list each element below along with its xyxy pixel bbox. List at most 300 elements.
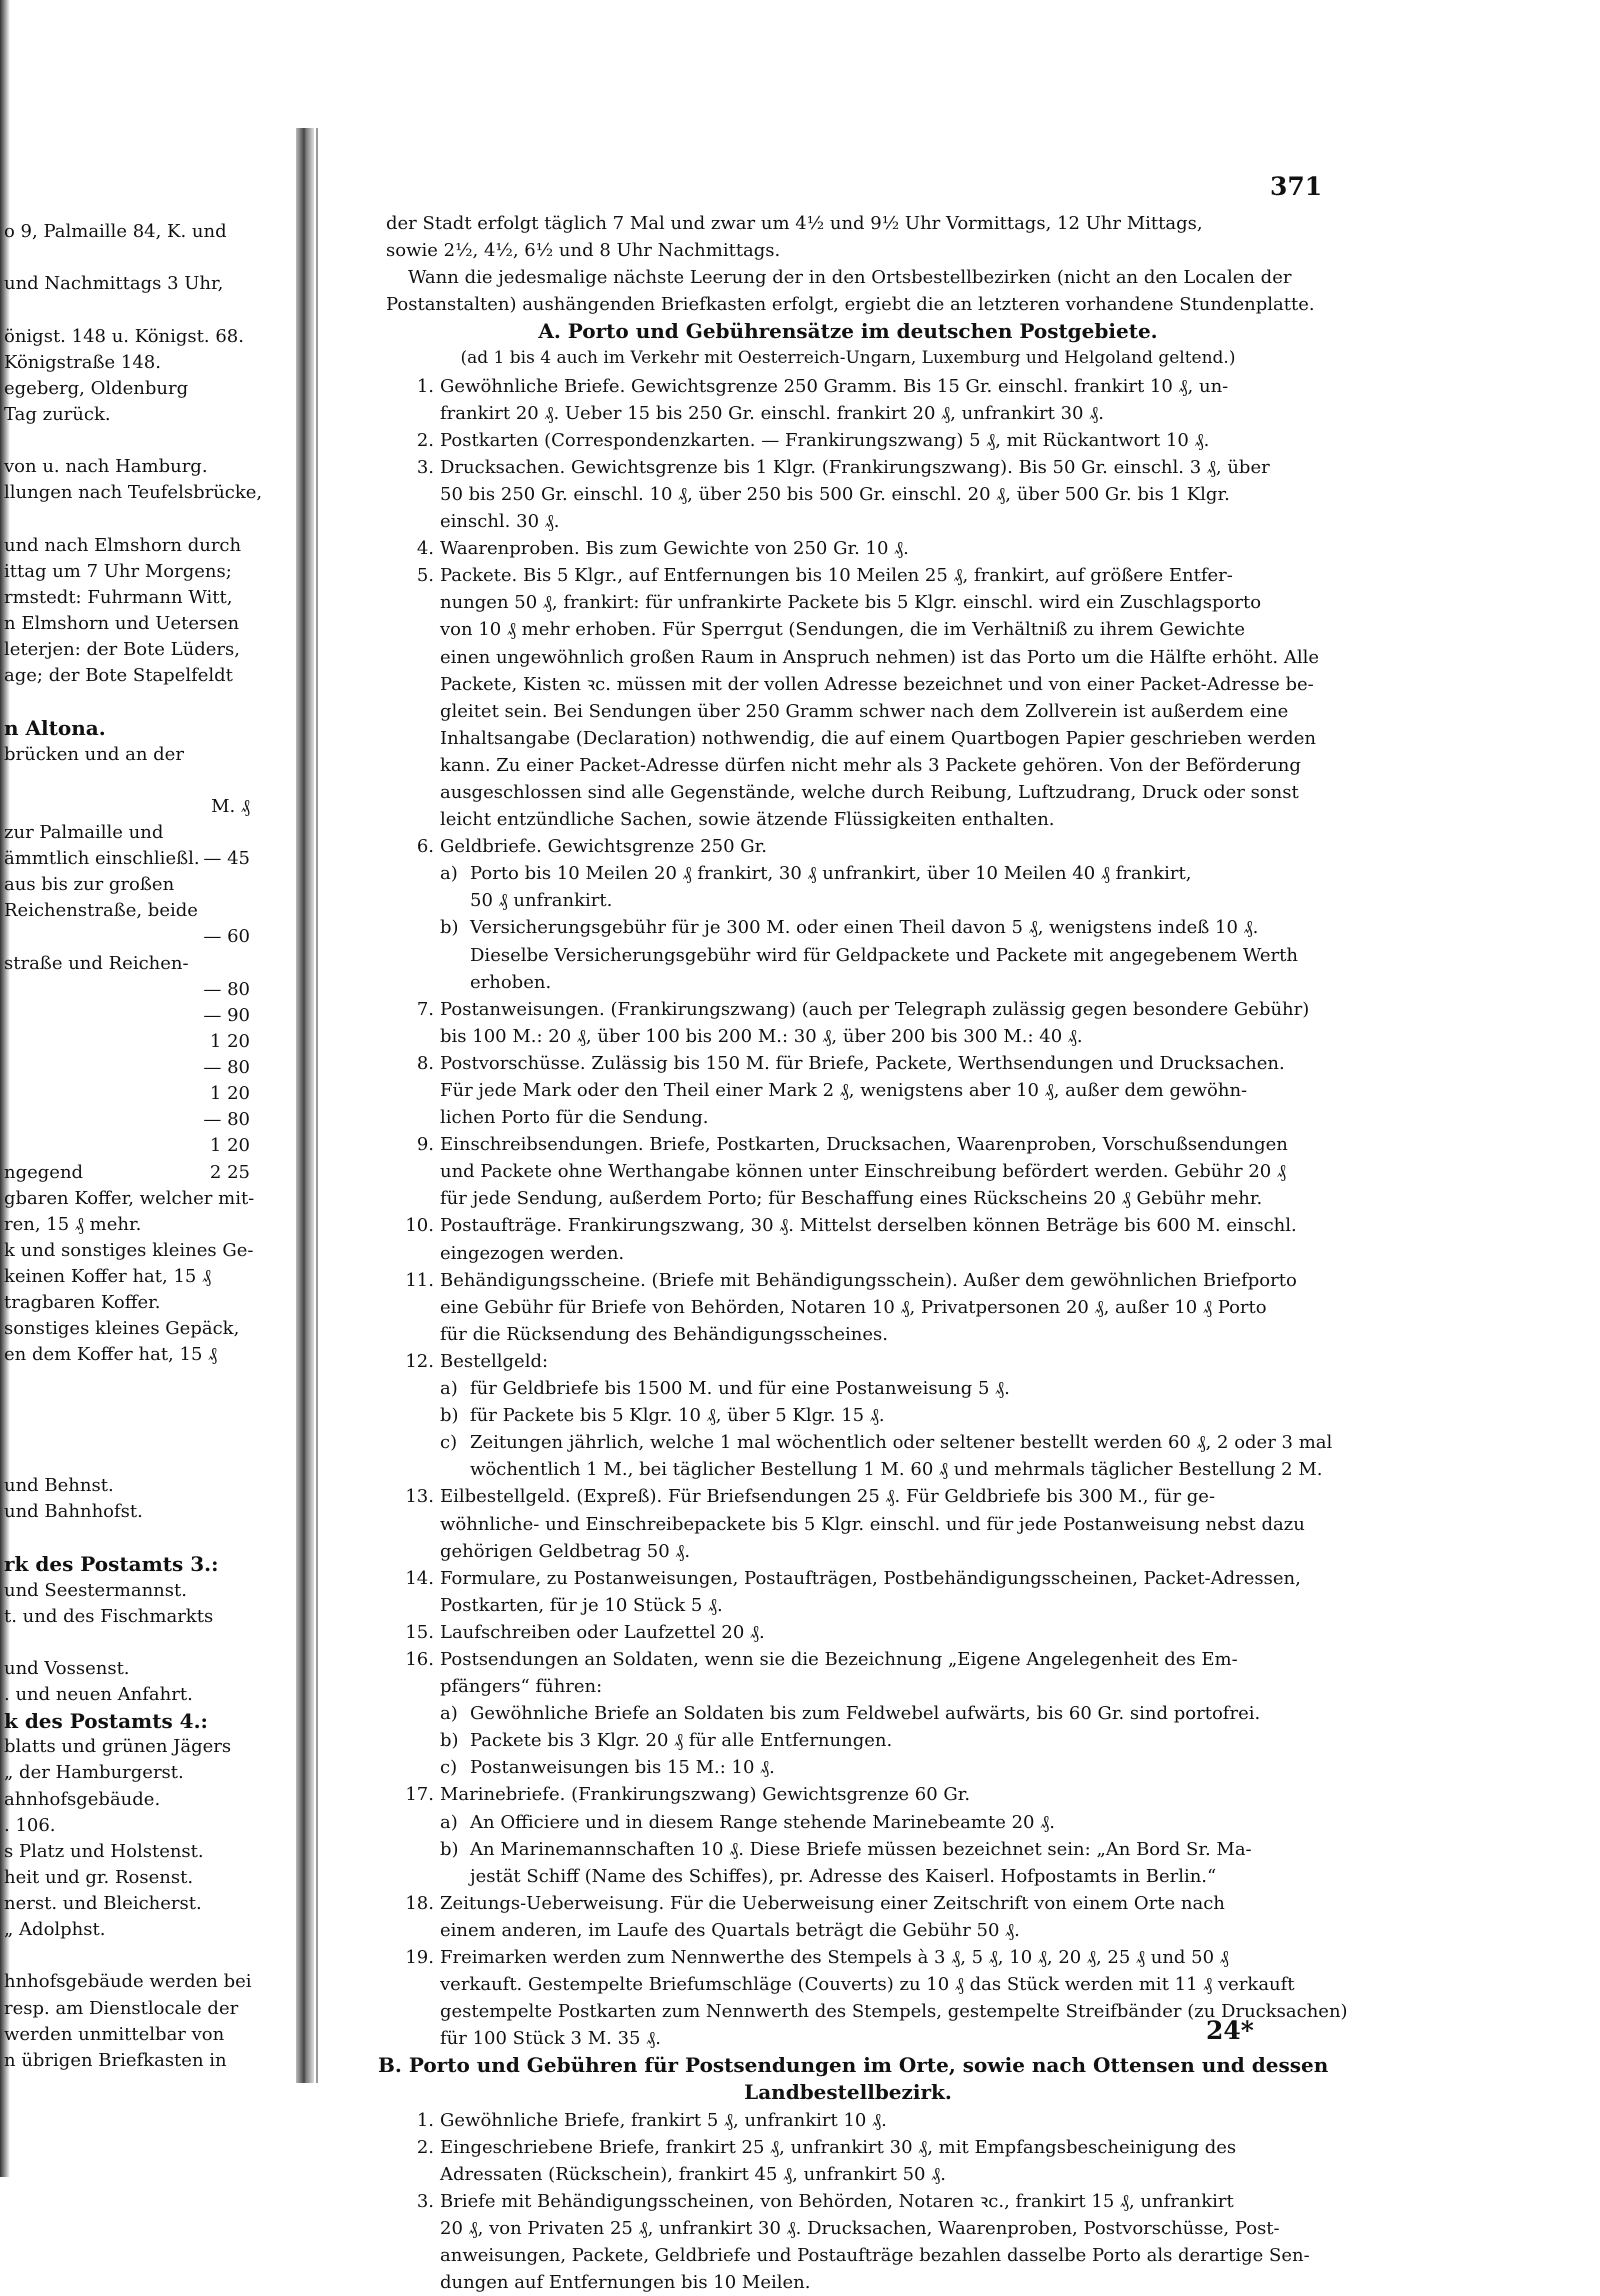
local-tariff-item	[378, 2134, 1318, 2161]
tariff-item-continuation	[378, 1971, 1318, 1998]
intro-line-text: Postanstalten) aushängenden Briefkasten erfolgt, ergiebt die an letzteren vorhandene Stundenplatte.	[386, 294, 1315, 316]
local-tariff-continuation	[378, 2215, 1318, 2242]
tariff-item-continuation	[378, 1592, 1318, 1619]
sub-item-label: b)	[440, 1405, 459, 1427]
tariff-item	[378, 1212, 1318, 1239]
item-text: Packete bis 3 Klgr. 20 ₰ für alle Entfernungen.	[470, 1730, 893, 1752]
left-column-line	[0, 349, 252, 377]
tariff-item-continuation	[378, 1673, 1318, 1700]
left-column-line	[0, 845, 252, 873]
left-column-line	[0, 2021, 252, 2049]
tariff-item-continuation	[378, 589, 1318, 616]
tariff-item-continuation	[378, 1158, 1318, 1185]
item-number: 10.	[405, 1215, 434, 1237]
tariff-item-continuation	[378, 508, 1318, 535]
tariff-item-continuation	[378, 914, 1318, 941]
left-column-line	[0, 1995, 252, 2023]
left-column-line	[0, 1315, 252, 1343]
tariff-item-continuation	[378, 1104, 1318, 1131]
item-number: 11.	[405, 1269, 434, 1291]
left-line-text: werden unmittelbar von	[4, 2023, 225, 2045]
left-column-line	[0, 1786, 252, 1814]
item-text: Inhaltsangabe (Declaration) nothwendig, die auf einem Quartbogen Papier geschrieben werden	[440, 727, 1316, 749]
left-column-line	[0, 1916, 252, 1944]
item-text: Briefe mit Behändigungsscheinen, von Behörden, Notaren ꝛc., frankirt 15 ₰, unfrankirt	[440, 2190, 1234, 2212]
item-text: pfängers“ führen:	[440, 1676, 603, 1698]
item-text: einem anderen, im Laufe des Quartals beträgt die Gebühr 50 ₰.	[440, 1919, 1020, 1941]
left-column-line	[0, 1472, 252, 1500]
left-line-text: t. und des Fischmarkts	[4, 1605, 214, 1627]
left-line-amount: — 80	[199, 976, 250, 1004]
left-column-line	[0, 1446, 252, 1474]
left-line-text: straße und Reichen-	[4, 952, 189, 974]
left-line-text: resp. am Dienstlocale der	[4, 1997, 239, 2019]
left-line-text: heit und gr. Rosenst.	[4, 1866, 194, 1888]
item-text: wöhnliche- und Einschreibepackete bis 5 Klgr. einschl. und für jede Postanweisung nebst dazu	[440, 1513, 1305, 1535]
left-column-line	[0, 1185, 255, 1213]
item-text: gehörigen Geldbetrag 50 ₰.	[440, 1540, 691, 1562]
left-column-line	[0, 610, 252, 638]
left-column-line	[0, 479, 263, 507]
item-text: ausgeschlossen sind alle Gegenstände, welche durch Reibung, Luftzudrang, Druck oder sonst	[440, 781, 1299, 803]
item-number: 1.	[416, 375, 434, 397]
item-number: 4.	[416, 538, 434, 560]
left-column-line	[0, 1341, 252, 1369]
intro-line	[378, 210, 1318, 237]
left-column-line	[0, 375, 252, 403]
tariff-item-continuation	[378, 1538, 1318, 1565]
item-number: 16.	[405, 1648, 434, 1670]
intro-line-text: der Stadt erfolgt täglich 7 Mal und zwar um 4½ und 9½ Uhr Vormittags, 12 Uhr Mittags,	[386, 213, 1203, 234]
left-column-line	[0, 1289, 252, 1317]
left-line-text: ittag um 7 Uhr Morgens;	[4, 560, 232, 582]
left-column-line	[0, 819, 252, 847]
item-text: Gewöhnliche Briefe. Gewichtsgrenze 250 Gramm. Bis 15 Gr. einschl. frankirt 10 ₰, un-	[440, 375, 1229, 397]
left-line-text: ngegend	[4, 1161, 84, 1183]
item-number: 2.	[416, 429, 434, 451]
left-column-line	[0, 1106, 252, 1134]
item-text: für die Rücksendung des Behändigungsscheines.	[440, 1323, 889, 1345]
tariff-item-continuation	[378, 860, 1318, 887]
tariff-item-continuation	[378, 1700, 1318, 1727]
section-a-subheading	[378, 345, 1318, 372]
signature-mark: 24*	[1206, 2016, 1254, 2045]
left-line-text: tragbaren Koffer.	[4, 1292, 161, 1314]
tariff-item-continuation	[378, 942, 1318, 969]
item-number: 6.	[416, 836, 434, 858]
tariff-item	[378, 1131, 1318, 1158]
tariff-item	[378, 1267, 1318, 1294]
item-text: dungen auf Entfernungen bis 10 Meilen.	[440, 2272, 811, 2294]
item-number: 17.	[405, 1784, 434, 1806]
left-line-text: zur Palmaille und	[4, 821, 164, 843]
left-column-line	[0, 950, 252, 978]
left-line-text: und nach Elmshorn durch	[4, 534, 242, 556]
sub-item-label: c)	[440, 1757, 458, 1779]
item-text: An Officiere und in diesem Range stehende Marinebeamte 20 ₰.	[470, 1811, 1055, 1833]
tariff-item-continuation	[378, 1375, 1318, 1402]
sub-item-label: b)	[440, 1730, 459, 1752]
item-text: Drucksachen. Gewichtsgrenze bis 1 Klgr. (Frankirungszwang). Bis 50 Gr. einschl. 3 ₰, über	[440, 456, 1270, 478]
left-column-line	[0, 1394, 252, 1422]
left-column-line	[0, 1524, 252, 1552]
left-column-line	[0, 1629, 252, 1657]
left-line-text: und Bahnhofst.	[4, 1501, 143, 1523]
tariff-item-continuation	[378, 1402, 1318, 1429]
left-line-text: gbaren Koffer, welcher mit-	[4, 1187, 255, 1209]
left-column-line	[0, 1707, 252, 1735]
item-number: 13.	[405, 1486, 434, 1508]
left-line-text: ämmtlich einschließl.	[4, 848, 200, 870]
left-column-line	[0, 270, 252, 298]
item-text: eingezogen werden.	[440, 1242, 625, 1264]
intro-line	[378, 291, 1318, 318]
left-column-line	[0, 1368, 252, 1396]
section-b-heading-cont	[378, 2079, 1318, 2106]
left-column-line	[0, 1968, 252, 1996]
item-text: einen ungewöhnlich großen Raum in Anspruch nehmen) ist das Porto um die Hälfte erhöht. Alle	[440, 646, 1320, 668]
left-line-text: ren, 15 ₰ mehr.	[4, 1213, 142, 1235]
page-number: 371	[1270, 172, 1323, 201]
left-line-text: egeberg, Oldenburg	[4, 377, 189, 399]
left-column-line	[0, 453, 252, 481]
left-column-line	[0, 505, 252, 533]
item-number: 15.	[405, 1621, 434, 1643]
left-line-amount: M. ₰	[207, 793, 250, 821]
left-line-text: llungen nach Teufelsbrücke,	[4, 482, 263, 504]
item-text: anweisungen, Packete, Geldbriefe und Postaufträge bezahlen dasselbe Porto als derartige Sen-	[440, 2245, 1310, 2267]
item-text: erhoben.	[470, 971, 552, 993]
tariff-item-continuation	[378, 1429, 1333, 1456]
tariff-item-continuation	[378, 698, 1318, 725]
left-column-line	[0, 1942, 252, 1970]
tariff-item-continuation	[378, 1456, 1323, 1483]
intro-line-text: Wann die jedesmalige nächste Leerung der in den Ortsbestellbezirken (nicht an den Localen der	[408, 267, 1292, 289]
left-column-line	[0, 688, 252, 716]
left-column-line	[0, 976, 252, 1004]
left-column-line	[0, 1759, 252, 1787]
left-column-line	[0, 923, 252, 951]
gutter-edge-line	[316, 128, 318, 2083]
section-b-heading-cont-text: Landbestellbezirk.	[744, 2080, 952, 2105]
item-text: Postanweisungen. (Frankirungszwang) (auch per Telegraph zulässig gegen besondere Gebühr)	[440, 998, 1310, 1020]
left-line-amount: 2 25	[206, 1159, 250, 1187]
left-column-line	[0, 1159, 252, 1187]
sub-item-label: b)	[440, 1838, 459, 1860]
left-column-line	[0, 1211, 252, 1239]
tariff-item-continuation	[378, 644, 1318, 671]
tariff-item-continuation	[378, 969, 1318, 996]
left-line-amount: — 45	[199, 845, 250, 873]
item-text: Gewöhnliche Briefe an Soldaten bis zum Feldwebel aufwärts, bis 60 Gr. sind portofrei.	[470, 1703, 1261, 1725]
left-column-line	[0, 1577, 252, 1605]
tariff-item-continuation	[378, 1185, 1318, 1212]
left-line-text: Tag zurück.	[4, 403, 111, 425]
item-text: gestempelte Postkarten zum Nennwerth des Stempels, gestempelte Streifbänder (zu Drucksachen)	[440, 2001, 1348, 2023]
tariff-item-continuation	[378, 1998, 1348, 2025]
tariff-item	[378, 996, 1318, 1023]
left-line-text: . 106.	[4, 1814, 56, 1836]
item-number: 3.	[416, 2190, 434, 2212]
left-column-line	[0, 1812, 252, 1840]
tariff-item	[378, 1944, 1318, 1971]
item-text: Formulare, zu Postanweisungen, Postaufträgen, Postbehändigungsscheinen, Packet-Adressen,	[440, 1567, 1301, 1589]
left-line-text: en dem Koffer hat, 15 ₰	[4, 1344, 218, 1366]
item-text: verkauft. Gestempelte Briefumschläge (Couverts) zu 10 ₰ das Stück werden mit 11 ₰ verkauft	[440, 1974, 1295, 1996]
tariff-item	[378, 427, 1318, 454]
sub-item-label: b)	[440, 917, 459, 939]
left-column-line	[0, 662, 252, 690]
tariff-item	[378, 535, 1318, 562]
left-column-line	[0, 1263, 252, 1291]
left-column-line	[0, 1002, 252, 1030]
tariff-item	[378, 833, 1318, 860]
left-line-text: . und neuen Anfahrt.	[4, 1684, 193, 1706]
sub-item-label: a)	[440, 863, 458, 885]
tariff-item-continuation	[378, 752, 1318, 779]
section-a-heading-text: A. Porto und Gebührensätze im deutschen Postgebiete.	[538, 319, 1158, 344]
left-line-text: aus bis zur großen	[4, 874, 175, 896]
section-b-heading-text: B. Porto und Gebühren für Postsendungen im Orte, sowie nach Ottensen und dessen	[378, 2053, 1329, 2078]
tariff-item	[378, 454, 1318, 481]
left-column-line	[0, 741, 252, 769]
left-column-line	[0, 1603, 252, 1631]
item-number: 2.	[416, 2136, 434, 2158]
item-text: Postvorschüsse. Zulässig bis 150 M. für Briefe, Packete, Werthsendungen und Drucksachen.	[440, 1052, 1285, 1074]
left-line-text: rmstedt: Fuhrmann Witt,	[4, 586, 233, 608]
item-text: für jede Sendung, außerdem Porto; für Beschaffung eines Rückscheins 20 ₰ Gebühr mehr.	[440, 1188, 1263, 1210]
item-text: für Packete bis 5 Klgr. 10 ₰, über 5 Klgr. 15 ₰.	[470, 1405, 885, 1427]
tariff-item-continuation	[378, 616, 1318, 643]
left-column-line	[0, 218, 252, 246]
local-tariff-continuation	[378, 2161, 1318, 2188]
tariff-item-continuation	[378, 481, 1318, 508]
left-line-text: „ der Hamburgerst.	[4, 1762, 184, 1784]
left-line-text: Königstraße 148.	[4, 351, 161, 373]
item-text: Postanweisungen bis 15 M.: 10 ₰.	[470, 1757, 775, 1779]
left-column-line	[0, 244, 252, 272]
left-line-text: n Altona.	[4, 716, 106, 741]
item-text: eine Gebühr für Briefe von Behörden, Notaren 10 ₰, Privatpersonen 20 ₰, außer 10 ₰ Porto	[440, 1296, 1267, 1318]
item-number: 14.	[405, 1567, 434, 1589]
left-line-text: brücken und an der	[4, 743, 184, 765]
section-a-subheading-text: (ad 1 bis 4 auch im Verkehr mit Oesterreich-Ungarn, Luxemburg und Helgoland geltend.)	[460, 348, 1236, 369]
left-column-line	[0, 1498, 252, 1526]
tariff-item-continuation	[378, 1836, 1318, 1863]
left-line-text: age; der Bote Stapelfeldt	[4, 665, 233, 687]
item-text: für Geldbriefe bis 1500 M. und für eine Postanweisung 5 ₰.	[470, 1378, 1010, 1400]
item-text: Packete. Bis 5 Klgr., auf Entfernungen bis 10 Meilen 25 ₰, frankirt, auf größere Entfer-	[440, 565, 1233, 587]
book-gutter	[296, 128, 314, 2083]
item-text: leicht entzündliche Sachen, sowie ätzende Flüssigkeiten enthalten.	[440, 809, 1055, 831]
left-line-text: sonstiges kleines Gepäck,	[4, 1318, 240, 1340]
tariff-item	[378, 562, 1318, 589]
local-tariff-continuation	[378, 2269, 1318, 2296]
left-column-line	[0, 714, 252, 742]
sub-item-label: c)	[440, 1432, 458, 1454]
left-line-text: blatts und grünen Jägers	[4, 1736, 232, 1758]
sub-item-label: a)	[440, 1378, 458, 1400]
tariff-item-continuation	[378, 1511, 1318, 1538]
item-text: Eilbestellgeld. (Expreß). Für Briefsendungen 25 ₰. Für Geldbriefe bis 300 M., für ge-	[440, 1486, 1216, 1508]
tariff-item	[378, 1619, 1318, 1646]
left-column-line	[0, 767, 252, 795]
item-text: frankirt 20 ₰. Ueber 15 bis 250 Gr. einschl. frankirt 20 ₰, unfrankirt 30 ₰.	[440, 402, 1104, 424]
tariff-item-continuation	[378, 1917, 1318, 1944]
tariff-item	[378, 1646, 1318, 1673]
item-text: 20 ₰, von Privaten 25 ₰, unfrankirt 30 ₰. Drucksachen, Waarenproben, Postvorschüsse, Post-	[440, 2217, 1280, 2239]
item-text: Für jede Mark oder den Theil einer Mark 2 ₰, wenigstens aber 10 ₰, außer dem gewöhn-	[440, 1080, 1248, 1101]
left-column-line	[0, 2047, 252, 2075]
tariff-item-continuation	[378, 1727, 1318, 1754]
main-page-text	[378, 210, 1348, 2294]
item-text: Zeitungen jährlich, welche 1 mal wöchentlich oder seltener bestellt werden 60 ₰, 2 oder 3 mal	[470, 1432, 1333, 1454]
item-number: 9.	[416, 1134, 434, 1156]
item-number: 12.	[405, 1350, 434, 1372]
tariff-item-continuation	[378, 779, 1318, 806]
left-column-line	[0, 1681, 252, 1709]
intro-line-text: sowie 2½, 4½, 6½ und 8 Uhr Nachmittags.	[386, 240, 781, 262]
tariff-item	[378, 1565, 1318, 1592]
left-line-amount: — 80	[199, 1054, 250, 1082]
sub-item-label: a)	[440, 1703, 458, 1725]
item-number: 8.	[416, 1052, 434, 1074]
left-line-text: Reichenstraße, beide	[4, 900, 198, 922]
left-column-line	[0, 1420, 252, 1448]
left-line-text: rk des Postamts 3.:	[4, 1552, 219, 1577]
left-column-line	[0, 897, 252, 925]
tariff-item-continuation	[378, 1863, 1318, 1890]
item-text: Waarenproben. Bis zum Gewichte von 250 Gr. 10 ₰.	[440, 538, 909, 560]
tariff-item-continuation	[378, 671, 1318, 698]
item-text: Bestellgeld:	[440, 1350, 549, 1372]
item-text: Einschreibsendungen. Briefe, Postkarten, Drucksachen, Waarenproben, Vorschußsendungen	[440, 1134, 1288, 1156]
local-tariff-item	[378, 2107, 1318, 2134]
left-line-text: hnhofsgebäude werden bei	[4, 1971, 252, 1993]
item-text: kann. Zu einer Packet-Adresse dürfen nicht mehr als 3 Packete gehören. Von der Beförderung	[440, 754, 1301, 776]
tariff-item-continuation	[378, 1077, 1318, 1104]
tariff-item-continuation	[378, 1240, 1318, 1267]
sub-item-label: a)	[440, 1811, 458, 1833]
intro-line	[378, 264, 1318, 291]
item-number: 19.	[405, 1947, 434, 1968]
left-line-text: n übrigen Briefkasten in	[4, 2049, 227, 2071]
item-text: Packete, Kisten ꝛc. müssen mit der vollen Adresse bezeichnet und von einer Packet-Adresse be-	[440, 673, 1314, 695]
item-text: lichen Porto für die Sendung.	[440, 1107, 709, 1129]
left-column-line	[0, 1132, 252, 1160]
left-line-text: und Nachmittags 3 Uhr,	[4, 273, 224, 295]
item-text: Gewöhnliche Briefe, frankirt 5 ₰, unfrankirt 10 ₰.	[440, 2109, 887, 2131]
item-text: für 100 Stück 3 M. 35 ₰.	[440, 2028, 661, 2050]
tariff-item	[378, 1050, 1318, 1077]
left-column-line	[0, 323, 252, 351]
left-line-text: k und sonstiges kleines Ge-	[4, 1239, 254, 1261]
left-column-line	[0, 1864, 252, 1892]
left-page-fragment	[0, 218, 263, 2078]
left-column-line	[0, 1655, 252, 1683]
left-column-line	[0, 1733, 252, 1761]
left-column-line	[0, 532, 252, 560]
tariff-item-continuation	[378, 1023, 1318, 1050]
tariff-item-continuation	[378, 2025, 1318, 2052]
left-line-text: und Vossenst.	[4, 1657, 130, 1679]
left-line-text: k des Postamts 4.:	[4, 1709, 208, 1734]
intro-line	[378, 237, 1318, 264]
left-column-line	[0, 1080, 252, 1108]
item-text: Freimarken werden zum Nennwerthe des Stempels à 3 ₰, 5 ₰, 10 ₰, 20 ₰, 25 ₰ und 50 ₰	[440, 1947, 1229, 1968]
tariff-item-continuation	[378, 1754, 1318, 1781]
item-text: 50 bis 250 Gr. einschl. 10 ₰, über 250 bis 500 Gr. einschl. 20 ₰, über 500 Gr. bis 1 Klgr.	[440, 483, 1230, 505]
item-text: Postsendungen an Soldaten, wenn sie die Bezeichnung „Eigene Angelegenheit des Em-	[440, 1648, 1238, 1670]
item-text: jestät Schiff (Name des Schiffes), pr. Adresse des Kaiserl. Hofpostamts in Berlin.“	[470, 1865, 1217, 1887]
left-column-line	[0, 1028, 252, 1056]
left-column-line	[0, 1550, 252, 1578]
left-line-text: von u. nach Hamburg.	[4, 456, 208, 478]
tariff-item	[378, 373, 1318, 400]
left-line-text: keinen Koffer hat, 15 ₰	[4, 1266, 212, 1288]
item-text: Adressaten (Rückschein), frankirt 45 ₰, unfrankirt 50 ₰.	[440, 2163, 946, 2185]
left-line-amount: — 90	[199, 1002, 250, 1030]
tariff-item	[378, 1781, 1318, 1808]
left-column-line	[0, 1237, 252, 1265]
tariff-item	[378, 1483, 1318, 1510]
item-text: Versicherungsgebühr für je 300 M. oder einen Theil davon 5 ₰, wenigstens indeß 10 ₰.	[470, 917, 1259, 939]
item-text: von 10 ₰ mehr erhoben. Für Sperrgut (Sendungen, die im Verhältniß zu ihrem Gewichte	[440, 619, 1246, 641]
item-text: Dieselbe Versicherungsgebühr wird für Geldpackete und Packete mit angegebenem Werth	[470, 944, 1298, 966]
item-text: Laufschreiben oder Laufzettel 20 ₰.	[440, 1621, 765, 1643]
left-column-line	[0, 1838, 252, 1866]
item-number: 7.	[416, 998, 434, 1020]
left-line-text: n Elmshorn und Uetersen	[4, 612, 240, 634]
left-line-text: „ Adolphst.	[4, 1919, 106, 1941]
section-a-heading	[378, 318, 1318, 345]
item-number: 5.	[416, 565, 434, 587]
item-number: 3.	[416, 456, 434, 478]
item-number: 18.	[405, 1892, 434, 1914]
tariff-item-continuation	[378, 1321, 1318, 1348]
item-text: Eingeschriebene Briefe, frankirt 25 ₰, unfrankirt 30 ₰, mit Empfangsbescheinigung des	[440, 2136, 1237, 2158]
left-line-amount: — 80	[199, 1106, 250, 1134]
item-text: bis 100 M.: 20 ₰, über 100 bis 200 M.: 30 ₰, über 200 bis 300 M.: 40 ₰.	[440, 1025, 1083, 1047]
left-column-line	[0, 584, 252, 612]
left-line-text: o 9, Palmaille 84, K. und	[4, 221, 227, 242]
left-column-line	[0, 636, 252, 664]
left-column-line	[0, 1890, 252, 1918]
local-tariff-item	[378, 2188, 1318, 2215]
left-line-text: leterjen: der Bote Lüders,	[4, 639, 240, 661]
left-column-line	[0, 427, 252, 455]
left-column-line	[0, 1054, 252, 1082]
left-column-line	[0, 296, 252, 324]
left-column-line	[0, 558, 252, 586]
tariff-item-continuation	[378, 1809, 1318, 1836]
tariff-item-continuation	[378, 806, 1318, 833]
left-line-text: und Seestermannst.	[4, 1579, 187, 1601]
item-text: einschl. 30 ₰.	[440, 511, 560, 533]
left-line-amount: 1 20	[206, 1132, 250, 1160]
left-column-line	[0, 401, 252, 429]
left-line-text: und Behnst.	[4, 1475, 114, 1497]
item-number: 1.	[416, 2109, 434, 2131]
left-line-text: önigst. 148 u. Königst. 68.	[4, 325, 244, 347]
local-tariff-continuation	[378, 2242, 1318, 2269]
item-text: gleitet sein. Bei Sendungen über 250 Gramm schwer nach dem Zollverein ist außerdem eine	[440, 700, 1289, 722]
left-column-line	[0, 871, 252, 899]
tariff-item-continuation	[378, 725, 1318, 752]
section-b-heading	[378, 2052, 1329, 2079]
tariff-item-continuation	[378, 887, 1318, 914]
left-line-text: nerst. und Bleicherst.	[4, 1893, 202, 1915]
